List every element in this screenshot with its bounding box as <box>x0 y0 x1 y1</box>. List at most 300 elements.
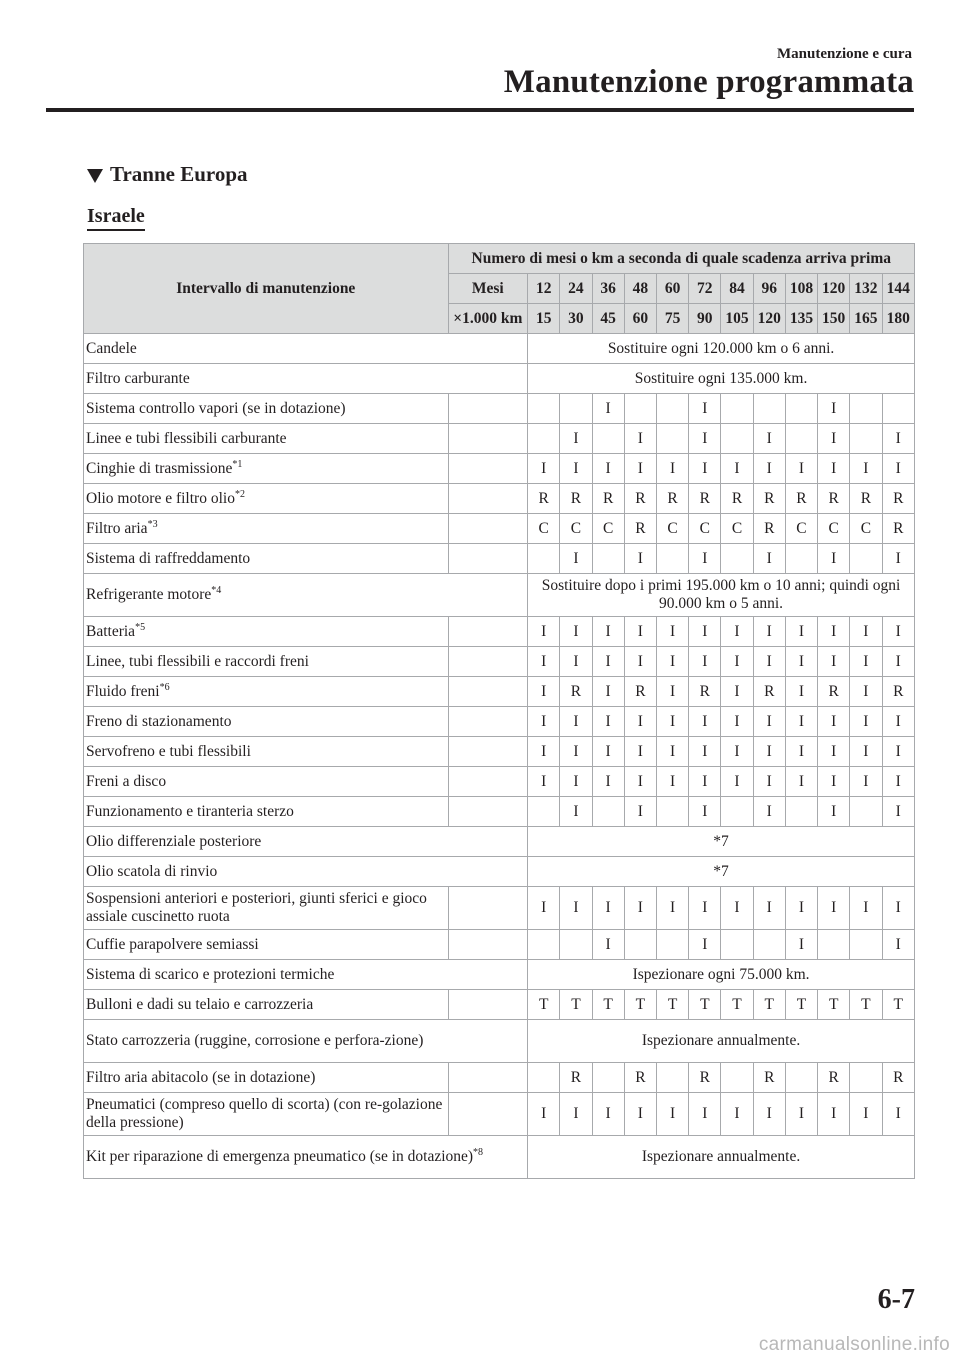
blank-cell <box>448 797 528 827</box>
schedule-cell: I <box>560 544 592 574</box>
table-row <box>84 484 915 514</box>
schedule-cell: I <box>624 1093 656 1136</box>
schedule-cell: I <box>818 454 850 484</box>
km-cell: 150 <box>818 304 850 334</box>
schedule-cell: I <box>850 647 882 677</box>
schedule-cell: I <box>560 1093 592 1136</box>
row-label <box>84 617 449 647</box>
row-label <box>84 857 528 887</box>
schedule-cell: I <box>753 454 785 484</box>
schedule-cell: I <box>882 767 915 797</box>
table-row <box>84 394 915 424</box>
schedule-cell: I <box>656 677 688 707</box>
row-label-text: Freni a disco <box>86 772 167 790</box>
blank-cell <box>448 424 528 454</box>
schedule-cell: I <box>528 887 560 930</box>
row-label-text: Linee e tubi flessibili carburante <box>86 429 287 447</box>
schedule-cell: R <box>560 1063 592 1093</box>
row-label-text: Filtro aria abitacolo (se in dotazione) <box>86 1068 316 1086</box>
row-label <box>84 707 449 737</box>
table-row <box>84 424 915 454</box>
schedule-cell: R <box>624 1063 656 1093</box>
schedule-cell: R <box>785 484 817 514</box>
schedule-cell: R <box>882 514 915 544</box>
schedule-cell: R <box>560 677 592 707</box>
schedule-cell: I <box>592 617 624 647</box>
table-row <box>84 767 915 797</box>
schedule-cell: I <box>689 647 721 677</box>
schedule-cell: I <box>592 707 624 737</box>
schedule-cell: I <box>689 544 721 574</box>
km-cell: 135 <box>785 304 817 334</box>
schedule-cell: I <box>882 617 915 647</box>
schedule-cell: I <box>850 454 882 484</box>
row-label-text: Refrigerante motore <box>86 586 212 603</box>
months-cell: 144 <box>882 274 915 304</box>
schedule-cell: R <box>528 484 560 514</box>
months-cell: 132 <box>850 274 882 304</box>
span-instruction: Ispezionare ogni 75.000 km. <box>528 960 915 990</box>
table-row <box>84 514 915 544</box>
row-label-text: Fluido freni <box>86 682 160 700</box>
blank-cell <box>448 394 528 424</box>
subsection-title: Israele <box>87 205 145 231</box>
row-label <box>84 514 449 544</box>
months-cell: 120 <box>818 274 850 304</box>
schedule-cell: I <box>560 617 592 647</box>
schedule-cell: I <box>689 767 721 797</box>
table-row <box>84 544 915 574</box>
months-cell: 48 <box>624 274 656 304</box>
blank-cell <box>448 767 528 797</box>
schedule-cell <box>528 1063 560 1093</box>
schedule-cell: R <box>689 677 721 707</box>
schedule-cell: I <box>753 767 785 797</box>
schedule-cell: I <box>689 424 721 454</box>
schedule-cell: I <box>624 887 656 930</box>
schedule-cell: I <box>785 677 817 707</box>
schedule-cell: C <box>850 514 882 544</box>
table-header <box>84 244 915 334</box>
schedule-cell: C <box>592 514 624 544</box>
schedule-cell: R <box>818 677 850 707</box>
schedule-cell: I <box>785 930 817 960</box>
schedule-cell: I <box>753 647 785 677</box>
row-label <box>84 484 449 514</box>
schedule-cell <box>656 394 688 424</box>
interval-header: Intervallo di manutenzione <box>84 244 449 334</box>
row-label-text: Batteria <box>86 622 136 640</box>
months-cell: 24 <box>560 274 592 304</box>
row-label-text: Sistema di raffreddamento <box>86 549 251 567</box>
schedule-cell: I <box>560 454 592 484</box>
schedule-cell <box>560 394 592 424</box>
schedule-cell <box>721 424 753 454</box>
schedule-cell: I <box>850 1093 882 1136</box>
schedule-cell: I <box>753 797 785 827</box>
table-row <box>84 737 915 767</box>
schedule-cell: I <box>850 887 882 930</box>
schedule-cell: I <box>721 647 753 677</box>
blank-cell <box>448 484 528 514</box>
months-cell: 108 <box>785 274 817 304</box>
schedule-cell <box>624 930 656 960</box>
schedule-cell <box>656 1063 688 1093</box>
schedule-cell: I <box>785 1093 817 1136</box>
row-label <box>84 887 449 930</box>
schedule-cell: I <box>818 394 850 424</box>
row-label-text: Stato carrozzeria (ruggine, corrosione e perfora-zione) <box>86 1032 424 1049</box>
row-label-text: Sospensioni anteriori e posteriori, giunti sferici e gioco assiale cuscinetto ruota <box>86 890 427 925</box>
schedule-cell: I <box>850 767 882 797</box>
table-row <box>84 1093 915 1136</box>
schedule-cell: R <box>592 484 624 514</box>
schedule-cell: I <box>689 394 721 424</box>
blank-cell <box>448 930 528 960</box>
header-rule <box>46 108 914 112</box>
table-row <box>84 797 915 827</box>
blank-cell <box>448 1093 528 1136</box>
months-cell: 12 <box>528 274 560 304</box>
row-label <box>84 1136 528 1179</box>
row-label-text: Sistema controllo vapori (se in dotazione) <box>86 399 346 417</box>
schedule-cell: I <box>624 797 656 827</box>
km-cell: 60 <box>624 304 656 334</box>
row-label <box>84 544 449 574</box>
table-row <box>84 707 915 737</box>
schedule-cell: R <box>882 677 915 707</box>
schedule-cell: I <box>882 737 915 767</box>
row-label-text: Pneumatici (compreso quello di scorta) (con re-golazione della pressione) <box>86 1096 443 1131</box>
schedule-cell: T <box>689 990 721 1020</box>
schedule-cell: I <box>785 767 817 797</box>
schedule-cell: I <box>818 617 850 647</box>
row-label-text: Olio scatola di rinvio <box>86 862 218 880</box>
row-label <box>84 767 449 797</box>
km-cell: 165 <box>850 304 882 334</box>
schedule-cell: I <box>785 737 817 767</box>
schedule-cell: I <box>785 454 817 484</box>
row-label-text: Cuffie parapolvere semiassi <box>86 935 259 953</box>
schedule-cell: I <box>560 887 592 930</box>
schedule-cell <box>592 424 624 454</box>
schedule-cell: I <box>624 737 656 767</box>
row-label <box>84 334 528 364</box>
schedule-cell: R <box>753 484 785 514</box>
schedule-cell: I <box>528 737 560 767</box>
schedule-cell: I <box>528 617 560 647</box>
row-label-text: Servofreno e tubi flessibili <box>86 742 251 760</box>
schedule-cell: R <box>818 484 850 514</box>
schedule-cell <box>785 424 817 454</box>
table-row <box>84 930 915 960</box>
schedule-cell: C <box>818 514 850 544</box>
schedule-cell: I <box>689 617 721 647</box>
schedule-cell: I <box>850 707 882 737</box>
span-instruction: Ispezionare annualmente. <box>528 1020 915 1063</box>
schedule-cell: I <box>689 1093 721 1136</box>
schedule-cell <box>721 797 753 827</box>
table-row <box>84 647 915 677</box>
km-label: ×1.000 km <box>448 304 528 334</box>
schedule-cell: I <box>689 797 721 827</box>
schedule-cell: I <box>656 737 688 767</box>
schedule-cell: I <box>753 1093 785 1136</box>
schedule-cell <box>528 424 560 454</box>
schedule-cell: I <box>592 767 624 797</box>
blank-cell <box>448 707 528 737</box>
table-row <box>84 887 915 930</box>
table-row <box>84 1020 915 1063</box>
schedule-cell: I <box>882 797 915 827</box>
schedule-cell <box>785 544 817 574</box>
km-cell: 75 <box>656 304 688 334</box>
schedule-cell: R <box>689 484 721 514</box>
watermark: carmanualsonline.info <box>758 1334 950 1355</box>
footnote-ref: *1 <box>232 458 243 470</box>
schedule-cell: I <box>721 707 753 737</box>
schedule-cell: I <box>528 647 560 677</box>
schedule-cell: I <box>818 887 850 930</box>
schedule-cell: R <box>818 1063 850 1093</box>
schedule-cell: I <box>656 1093 688 1136</box>
period-header: Numero di mesi o km a seconda di quale scadenza arriva prima <box>448 244 914 274</box>
table-row <box>84 990 915 1020</box>
months-cell: 96 <box>753 274 785 304</box>
km-cell: 45 <box>592 304 624 334</box>
schedule-cell <box>850 394 882 424</box>
months-cell: 84 <box>721 274 753 304</box>
schedule-cell: T <box>818 990 850 1020</box>
schedule-cell <box>721 1063 753 1093</box>
schedule-cell <box>656 544 688 574</box>
table-row <box>84 1136 915 1179</box>
row-label-text: Kit per riparazione di emergenza pneumatico (se in dotazione) <box>86 1148 474 1165</box>
schedule-cell: I <box>592 930 624 960</box>
row-label-text: Candele <box>86 339 137 357</box>
schedule-cell: I <box>721 1093 753 1136</box>
months-cell: 72 <box>689 274 721 304</box>
schedule-cell <box>721 930 753 960</box>
schedule-cell: I <box>592 394 624 424</box>
schedule-cell: I <box>560 707 592 737</box>
schedule-cell: I <box>624 767 656 797</box>
schedule-cell: R <box>882 1063 915 1093</box>
schedule-cell: T <box>721 990 753 1020</box>
schedule-cell: I <box>656 707 688 737</box>
schedule-cell <box>850 544 882 574</box>
schedule-cell: I <box>850 737 882 767</box>
blank-cell <box>448 990 528 1020</box>
span-instruction: *7 <box>528 827 915 857</box>
schedule-cell: I <box>656 617 688 647</box>
schedule-cell: T <box>785 990 817 1020</box>
schedule-cell: I <box>592 887 624 930</box>
schedule-cell: I <box>689 737 721 767</box>
row-label-text: Olio motore e filtro olio <box>86 489 235 507</box>
schedule-cell: I <box>850 677 882 707</box>
table-row <box>84 677 915 707</box>
schedule-cell: I <box>624 647 656 677</box>
span-instruction: *7 <box>528 857 915 887</box>
schedule-cell: T <box>624 990 656 1020</box>
schedule-cell: I <box>850 617 882 647</box>
schedule-cell <box>850 1063 882 1093</box>
schedule-cell: R <box>882 484 915 514</box>
schedule-cell: T <box>850 990 882 1020</box>
blank-cell <box>448 617 528 647</box>
schedule-cell: R <box>850 484 882 514</box>
schedule-cell: I <box>818 707 850 737</box>
span-instruction: Sostituire ogni 120.000 km o 6 anni. <box>528 334 915 364</box>
schedule-cell <box>818 930 850 960</box>
row-label <box>84 454 449 484</box>
schedule-cell: C <box>528 514 560 544</box>
schedule-cell: C <box>721 514 753 544</box>
table-row <box>84 574 915 617</box>
schedule-cell <box>753 394 785 424</box>
schedule-cell: I <box>721 617 753 647</box>
footnote-ref: *5 <box>135 621 146 633</box>
schedule-cell: T <box>882 990 915 1020</box>
schedule-cell: I <box>882 647 915 677</box>
schedule-cell: I <box>689 707 721 737</box>
row-label-text: Sistema di scarico e protezioni termiche <box>86 965 335 983</box>
schedule-cell: R <box>753 677 785 707</box>
schedule-cell <box>592 797 624 827</box>
schedule-cell: C <box>656 514 688 544</box>
schedule-cell: I <box>882 1093 915 1136</box>
blank-cell <box>448 737 528 767</box>
schedule-cell: I <box>528 454 560 484</box>
schedule-cell: I <box>721 454 753 484</box>
schedule-cell: I <box>656 647 688 677</box>
schedule-cell: I <box>785 617 817 647</box>
schedule-cell: R <box>624 484 656 514</box>
schedule-cell: I <box>528 767 560 797</box>
row-label-text: Cinghie di trasmissione <box>86 459 233 477</box>
row-label-text: Freno di stazionamento <box>86 712 232 730</box>
schedule-cell <box>850 930 882 960</box>
schedule-cell: I <box>560 647 592 677</box>
schedule-cell: I <box>624 617 656 647</box>
schedule-cell: I <box>624 544 656 574</box>
schedule-cell: I <box>721 887 753 930</box>
page-title: Manutenzione programmata <box>503 64 914 100</box>
row-label-text: Filtro aria <box>86 519 148 537</box>
row-label <box>84 647 449 677</box>
row-label-text: Linee, tubi flessibili e raccordi freni <box>86 652 309 670</box>
schedule-cell <box>850 797 882 827</box>
schedule-cell: I <box>624 707 656 737</box>
schedule-cell: I <box>528 707 560 737</box>
span-instruction: Sostituire ogni 135.000 km. <box>528 364 915 394</box>
row-label <box>84 827 528 857</box>
maintenance-schedule-table <box>83 243 915 1179</box>
schedule-cell: R <box>721 484 753 514</box>
schedule-cell: I <box>624 424 656 454</box>
schedule-cell: I <box>818 1093 850 1136</box>
schedule-cell <box>721 394 753 424</box>
row-label-text: Funzionamento e tiranteria sterzo <box>86 802 294 820</box>
schedule-cell: R <box>560 484 592 514</box>
schedule-cell: I <box>753 544 785 574</box>
km-cell: 15 <box>528 304 560 334</box>
page-number: 6-7 <box>877 1284 915 1315</box>
row-label <box>84 1020 528 1063</box>
schedule-cell <box>560 930 592 960</box>
schedule-cell: I <box>882 930 915 960</box>
footnote-ref: *3 <box>147 518 158 530</box>
schedule-cell: I <box>721 737 753 767</box>
schedule-cell: I <box>882 454 915 484</box>
schedule-cell: I <box>721 767 753 797</box>
blank-cell <box>448 454 528 484</box>
blank-cell <box>448 887 528 930</box>
schedule-cell: I <box>656 887 688 930</box>
schedule-cell: I <box>592 647 624 677</box>
schedule-cell: I <box>656 767 688 797</box>
schedule-cell: T <box>528 990 560 1020</box>
schedule-cell: I <box>592 1093 624 1136</box>
blank-cell <box>448 1063 528 1093</box>
schedule-cell: C <box>785 514 817 544</box>
footnote-ref: *6 <box>159 681 170 693</box>
span-instruction: Ispezionare annualmente. <box>528 1136 915 1179</box>
schedule-cell: T <box>656 990 688 1020</box>
km-cell: 90 <box>689 304 721 334</box>
table-row <box>84 1063 915 1093</box>
schedule-cell: I <box>753 424 785 454</box>
section-title: Tranne Europa <box>110 162 248 186</box>
schedule-cell: I <box>818 797 850 827</box>
months-label: Mesi <box>448 274 528 304</box>
schedule-cell <box>528 797 560 827</box>
schedule-cell <box>656 424 688 454</box>
row-label-text: Filtro carburante <box>86 369 190 387</box>
schedule-cell: I <box>689 887 721 930</box>
schedule-cell <box>753 930 785 960</box>
schedule-cell <box>624 394 656 424</box>
row-label <box>84 797 449 827</box>
months-cell: 36 <box>592 274 624 304</box>
schedule-cell <box>592 1063 624 1093</box>
row-label <box>84 1093 449 1136</box>
row-label <box>84 1063 449 1093</box>
schedule-cell: I <box>882 544 915 574</box>
schedule-cell <box>785 394 817 424</box>
schedule-cell: I <box>528 677 560 707</box>
blank-cell <box>448 677 528 707</box>
table-row <box>84 617 915 647</box>
table-row <box>84 454 915 484</box>
row-label <box>84 930 449 960</box>
schedule-cell: I <box>721 677 753 707</box>
row-label <box>84 737 449 767</box>
schedule-cell <box>785 1063 817 1093</box>
km-cell: 120 <box>753 304 785 334</box>
schedule-cell: I <box>656 454 688 484</box>
schedule-cell: I <box>882 707 915 737</box>
schedule-cell <box>656 930 688 960</box>
schedule-cell <box>785 797 817 827</box>
schedule-cell: C <box>560 514 592 544</box>
km-cell: 30 <box>560 304 592 334</box>
schedule-cell: I <box>560 767 592 797</box>
schedule-cell <box>528 544 560 574</box>
footnote-ref: *2 <box>234 488 245 500</box>
schedule-cell: T <box>753 990 785 1020</box>
